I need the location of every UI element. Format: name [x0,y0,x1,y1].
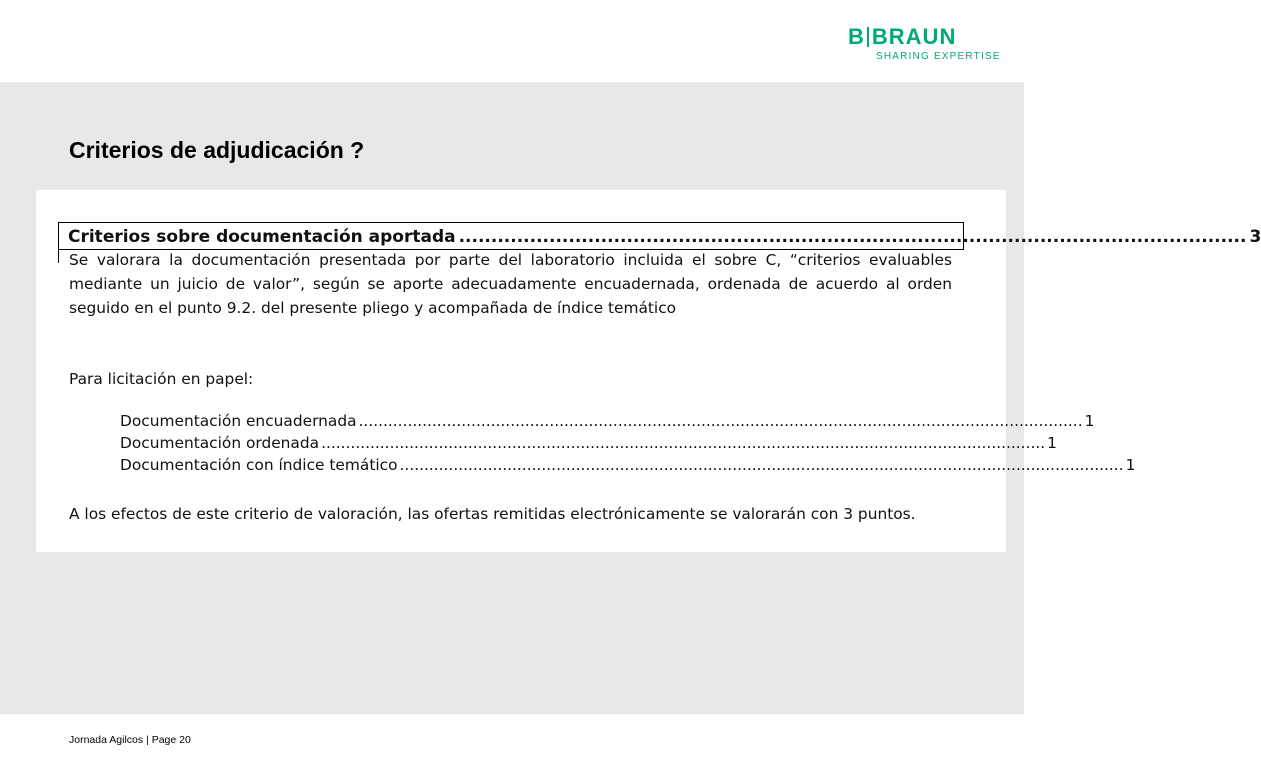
list-item-value: 1 [1084,412,1095,430]
logo-name: BRAUN [871,24,957,49]
document-subheading: Para licitación en papel: [69,370,254,388]
logo-separator [867,27,869,47]
list-item-leader: .................................................................................................................................................... [358,412,1083,430]
footer-page-info: Jornada Agilcos | Page 20 [69,734,191,746]
document-heading-value: 3 [1249,227,1261,247]
list-item-leader: .................................................................................................................................................... [321,434,1046,452]
document-paragraph: Se valorara la documentación presentada por parte del laboratorio incluida el sobre C, “criterios evaluables mediante un juicio de valor”, según se aporte adecuadamente encuadernada, ordenada de acuerdo al orden seguido en el punto 9.2. del presente pliego y acompañada de índice temático [69,251,952,317]
logo-tagline: SHARING EXPERTISE [876,51,1001,62]
document-heading-label: Criterios sobre documentación aportada [68,227,456,247]
list-item-value: 1 [1047,434,1057,452]
document-heading [68,226,1261,248]
list-item [120,410,1095,432]
list-item-label: Documentación encuadernada [120,412,357,430]
list-item [120,454,1136,476]
header-bar [0,0,1024,82]
list-item-value: 1 [1125,456,1136,474]
document-closing-paragraph: A los efectos de este criterio de valoración, las ofertas remitidas electrónicamente se valorarán con 3 puntos. [69,505,916,523]
document-heading-box [58,222,1261,250]
list-item-label: Documentación con índice temático [120,456,398,474]
document-excerpt [36,190,1261,552]
list-item-label: Documentación ordenada [120,434,320,452]
document-heading-leader: .......................................................................................................................... [458,227,1247,247]
list-item [120,432,1057,454]
logo-prefix: B [848,24,865,49]
slide-title: Criterios de adjudicación ? [69,137,365,163]
list-item-leader: .................................................................................................................................................... [399,456,1124,474]
criteria-list [120,410,1136,476]
logo-wordmark [848,25,956,49]
bbraun-logo [848,24,1001,65]
